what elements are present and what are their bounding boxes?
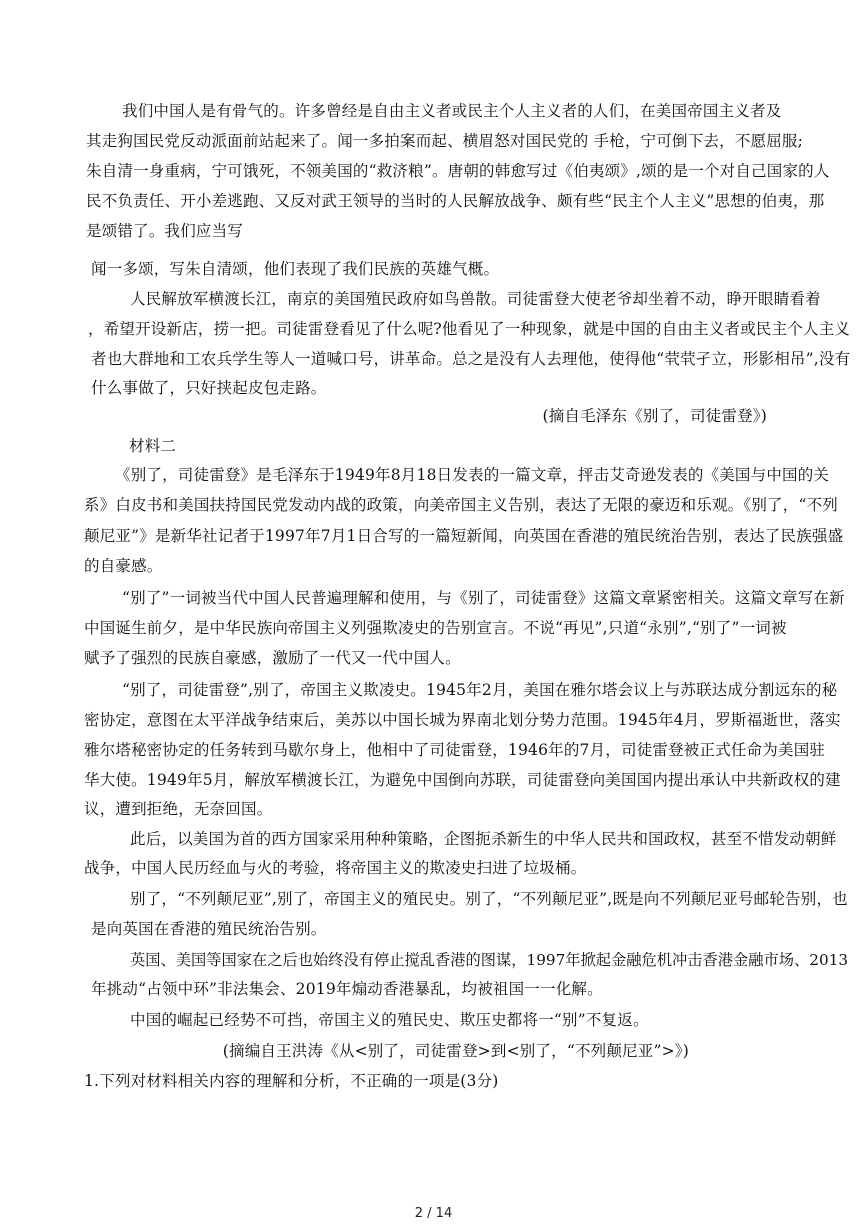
text-line: 是颂错了。我们应当写 bbox=[86, 222, 244, 240]
section-heading: 材料二 bbox=[129, 437, 177, 455]
text-line: 民不负责任、开小差逃跑、又反对武王领导的当时的人民解放战争、颇有些“民主个人主义”思想的伯夷，那 bbox=[86, 192, 825, 210]
text-line: 英国、美国等国家在之后也始终没有停止搅乱香港的图谋，1997年掀起金融危机冲击香港金融市场、2013 bbox=[130, 951, 849, 969]
text-line: 者也大群地和工农兵学生等人一道喊口号，讲革命。总之是没有人去理他，使得他“茕茕孑立，形影相吊”,没有 bbox=[91, 350, 851, 368]
text-line: 颠尼亚”》是新华社记者于1997年7月1日合写的一篇短新闻，向英国在香港的殖民统治告别，表达了民族强盛 bbox=[84, 527, 844, 545]
text-line: 的自豪感。 bbox=[84, 557, 163, 575]
source-citation: (摘自毛泽东《别了，司徒雷登》) bbox=[542, 407, 767, 425]
text-line: 闻一多颂，写朱自清颂，他们表现了我们民族的英雄气概。 bbox=[91, 260, 500, 278]
text-line: 此后，以美国为首的西方国家采用种种策略，企图扼杀新生的中华人民共和国政权，甚至不惜发动朝鲜 bbox=[130, 830, 837, 848]
text-line: 其走狗国民党反动派面前站起来了。闻一多拍案而起、横眉怒对国民党的 手枪，宁可倒下去，不愿屈服; bbox=[86, 132, 804, 150]
text-line: 朱自清一身重病，宁可饿死，不领美国的“救济粮”。唐朝的韩愈写过《伯夷颂》,颂的是一个对自己国家的人 bbox=[86, 162, 830, 180]
text-line: 年挑动“占领中环”非法集会、2019年煽动香港暴乱，均被祖国一一化解。 bbox=[91, 980, 603, 998]
text-line: 中国的崛起已经势不可挡，帝国主义的殖民史、欺压史都将一“别”不复返。 bbox=[130, 1011, 649, 1029]
text-line: 人民解放军横渡长江，南京的美国殖民政府如鸟兽散。司徒雷登大使老爷却坐着不动，睁开眼睛看着 bbox=[130, 290, 821, 308]
text-line: “别了”一词被当代中国人民普遍理解和使用，与《别了，司徒雷登》这篇文章紧密相关。这篇文章写在新 bbox=[122, 589, 845, 607]
text-line: 议，遭到拒绝，无奈回国。 bbox=[84, 800, 273, 818]
text-line: 什么事做了，只好挟起皮包走路。 bbox=[91, 379, 327, 397]
text-line: 《别了，司徒雷登》是毛泽东于1949年8月18日发表的一篇文章，抨击艾奇逊发表的《美国与中国的关 bbox=[115, 466, 830, 484]
text-line: ，希望开设新店，捞一把。司徒雷登看见了什么呢?他看见了一种现象，就是中国的自由主义者或民主个人主义 bbox=[88, 320, 851, 338]
source-citation: (摘编自王洪涛《从<别了，司徒雷登>到<别了，“不列颠尼亚”>》) bbox=[222, 1042, 689, 1060]
text-line: 是向英国在香港的殖民统治告别。 bbox=[91, 920, 327, 938]
text-line: 密协定，意图在太平洋战争结束后，美苏以中国长城为界南北划分势力范围。1945年4月，罗斯福逝世，落实 bbox=[84, 711, 841, 729]
text-line: 中国诞生前夕，是中华民族向帝国主义列强欺凌史的告别宣言。不说“再见”,只道“永别”,“别了”一词被 bbox=[84, 619, 787, 637]
text-line: 战争，中国人民历经血与火的考验，将帝国主义的欺凌史扫进了垃圾桶。 bbox=[84, 859, 587, 877]
text-line: 华大使。1949年5月，解放军横渡长江，为避免中国倒向苏联，司徒雷登向美国国内提出承认中共新政权的建 bbox=[84, 771, 841, 789]
text-line: 我们中国人是有骨气的。许多曾经是自由主义者或民主个人主义者的人们，在美国帝国主义者及 bbox=[122, 102, 782, 120]
page-number: 2 / 14 bbox=[414, 1206, 453, 1221]
text-line: 雅尔塔秘密协定的任务转到马歇尔身上，他相中了司徒雷登，1946年的7月，司徒雷登被正式任命为美国驻 bbox=[84, 741, 826, 759]
text-line: 赋予了强烈的民族自豪感，激励了一代又一代中国人。 bbox=[84, 649, 461, 667]
text-line: 别了，“不列颠尼亚”,别了，帝国主义的殖民史。别了，“不列颠尼亚”,既是向不列颠尼亚号邮轮告别，也 bbox=[130, 890, 848, 908]
text-line: “别了，司徒雷登”,别了，帝国主义欺凌史。1945年2月，美国在雅尔塔会议上与苏联达成分割远东的秘 bbox=[122, 681, 838, 699]
text-line: 系》白皮书和美国扶持国民党发动内战的政策，向美帝国主义告别，表达了无限的豪迈和乐观。《别了，“不列 bbox=[84, 496, 838, 514]
question-text: 1.下列对材料相关内容的理解和分析，不正确的一项是(3分) bbox=[84, 1072, 499, 1090]
